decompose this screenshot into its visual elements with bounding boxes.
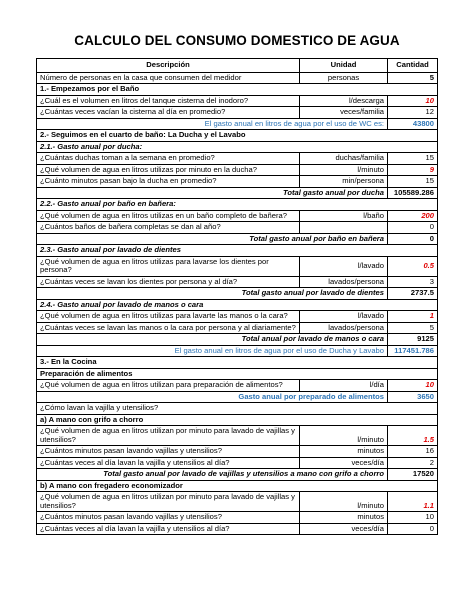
table-row bbox=[37, 222, 438, 234]
row-value[interactable]: 1.5 bbox=[388, 426, 438, 446]
total-label: Total gasto anual por baño en bañera bbox=[37, 233, 388, 245]
table-row bbox=[37, 380, 438, 392]
total-row bbox=[37, 118, 438, 130]
subsection-row bbox=[37, 480, 438, 492]
total-row bbox=[37, 469, 438, 481]
subsection-title: b) A mano con fregadero economizador bbox=[37, 480, 438, 492]
total-row bbox=[37, 187, 438, 199]
row-unit: l/día bbox=[300, 380, 388, 392]
row-desc: ¿Cuántas veces se lavan las manos o la cara por persona y al diariamente? bbox=[37, 322, 300, 334]
table-row bbox=[37, 523, 438, 535]
row-desc: ¿Cuántos baños de bañera completas se dan al año? bbox=[37, 222, 300, 234]
header-cantidad: Cantidad bbox=[388, 59, 438, 73]
subsection-title: 2.4.- Gasto anual por lavado de manos o cara bbox=[37, 299, 438, 311]
row-unit: l/minuto bbox=[300, 164, 388, 176]
row-value[interactable]: 10 bbox=[388, 95, 438, 107]
total-label: Total gasto anual por lavado de dientes bbox=[37, 288, 388, 300]
subsection-row bbox=[37, 414, 438, 426]
row-value[interactable]: 15 bbox=[388, 153, 438, 165]
subsection-title: Preparación de alimentos bbox=[37, 368, 438, 380]
total-row bbox=[37, 391, 438, 403]
row-unit: lavados/persona bbox=[300, 322, 388, 334]
total-value: 0 bbox=[388, 233, 438, 245]
table-row bbox=[37, 512, 438, 524]
row-desc: ¿Qué volumen de agua en litros utilizas por minuto en la ducha? bbox=[37, 164, 300, 176]
row-desc: ¿Cuál es el volumen en litros del tanque cisterna del inodoro? bbox=[37, 95, 300, 107]
table-row bbox=[37, 153, 438, 165]
subsection-row bbox=[37, 368, 438, 380]
total-row bbox=[37, 233, 438, 245]
subsection-title: 2.1.- Gasto anual por ducha: bbox=[37, 141, 438, 153]
row-value[interactable]: 0.5 bbox=[388, 256, 438, 276]
section-title: 1.- Empezamos por el Baño bbox=[37, 84, 438, 96]
row-desc: ¿Cuánto minutos pasan bajo la ducha en promedio? bbox=[37, 176, 300, 188]
header-descripcion: Descripción bbox=[37, 59, 300, 73]
total-label: Total anual por lavado de manos o cara bbox=[37, 334, 388, 346]
row-value[interactable]: 16 bbox=[388, 446, 438, 458]
row-desc: ¿Qué volumen de agua en litros utilizas en un baño completo de bañera? bbox=[37, 210, 300, 222]
row-desc: ¿Cómo lavan la vajilla y utensilios? bbox=[37, 403, 438, 415]
subsection-row bbox=[37, 141, 438, 153]
total-value: 117451.786 bbox=[388, 345, 438, 357]
row-desc: ¿Cuántas veces vacían la cisterna al día en promedio? bbox=[37, 107, 300, 119]
subsection-row bbox=[37, 199, 438, 211]
total-label: El gasto anual en litros de agua por el uso de WC es: bbox=[37, 118, 388, 130]
total-row bbox=[37, 345, 438, 357]
total-row bbox=[37, 288, 438, 300]
row-value[interactable]: 0 bbox=[388, 523, 438, 535]
row-value[interactable]: 1 bbox=[388, 311, 438, 323]
row-unit: personas bbox=[300, 72, 388, 84]
row-unit: l/lavado bbox=[300, 256, 388, 276]
row-desc: ¿Cuántas duchas toman a la semana en promedio? bbox=[37, 153, 300, 165]
total-value: 9125 bbox=[388, 334, 438, 346]
total-value: 43800 bbox=[388, 118, 438, 130]
row-unit: duchas/familia bbox=[300, 153, 388, 165]
row-unit: veces/día bbox=[300, 457, 388, 469]
table-row bbox=[37, 492, 438, 512]
table-row bbox=[37, 446, 438, 458]
section-title: 3.- En la Cocina bbox=[37, 357, 438, 369]
row-value[interactable]: 10 bbox=[388, 512, 438, 524]
row-value[interactable]: 2 bbox=[388, 457, 438, 469]
row-value[interactable]: 200 bbox=[388, 210, 438, 222]
section-row bbox=[37, 130, 438, 142]
section-title: 2.- Seguimos en el cuarto de baño: La Ducha y el Lavabo bbox=[37, 130, 438, 142]
header-unidad: Unidad bbox=[300, 59, 388, 73]
row-desc: ¿Cuántas veces se lavan los dientes por persona y al día? bbox=[37, 276, 300, 288]
subsection-title: a) A mano con grifo a chorro bbox=[37, 414, 438, 426]
table-row bbox=[37, 311, 438, 323]
row-value[interactable]: 10 bbox=[388, 380, 438, 392]
table-row bbox=[37, 72, 438, 84]
section-row bbox=[37, 84, 438, 96]
row-unit: veces/familia bbox=[300, 107, 388, 119]
row-unit: minutos bbox=[300, 512, 388, 524]
subsection-row bbox=[37, 245, 438, 257]
row-unit: min/persona bbox=[300, 176, 388, 188]
table-row bbox=[37, 95, 438, 107]
table-row bbox=[37, 164, 438, 176]
row-desc: Número de personas en la casa que consumen del medidor bbox=[37, 72, 300, 84]
water-consumption-table bbox=[36, 58, 438, 535]
row-value[interactable]: 1.1 bbox=[388, 492, 438, 512]
table-row bbox=[37, 403, 438, 415]
row-desc: ¿Cuántas veces al día lavan la vajilla y utensilios al día? bbox=[37, 457, 300, 469]
row-unit: l/minuto bbox=[300, 492, 388, 512]
table-row bbox=[37, 426, 438, 446]
subsection-row bbox=[37, 299, 438, 311]
row-value[interactable]: 12 bbox=[388, 107, 438, 119]
total-label: Total gasto anual por lavado de vajillas y utensilios a mano con grifo a chorro bbox=[37, 469, 388, 481]
table-row bbox=[37, 176, 438, 188]
row-desc: ¿Qué volumen de agua en litros utilizan por minuto para lavado de vajillas y utensilios? bbox=[37, 492, 300, 512]
row-unit: l/minuto bbox=[300, 426, 388, 446]
row-desc: ¿Cuántos minutos pasan lavando vajillas y utensilios? bbox=[37, 512, 300, 524]
total-value: 17520 bbox=[388, 469, 438, 481]
table-row bbox=[37, 107, 438, 119]
section-row bbox=[37, 357, 438, 369]
row-value[interactable]: 15 bbox=[388, 176, 438, 188]
total-row bbox=[37, 334, 438, 346]
row-unit bbox=[300, 222, 388, 234]
row-unit: l/descarga bbox=[300, 95, 388, 107]
row-desc: ¿Qué volumen de agua en litros utilizan por minuto para lavado de vajillas y utensilios? bbox=[37, 426, 300, 446]
header-row bbox=[37, 59, 438, 73]
row-desc: ¿Qué volumen de agua en litros utilizan para preparación de alimentos? bbox=[37, 380, 300, 392]
row-unit: l/baño bbox=[300, 210, 388, 222]
row-unit: minutos bbox=[300, 446, 388, 458]
row-value[interactable]: 5 bbox=[388, 72, 438, 84]
total-value: 105589.286 bbox=[388, 187, 438, 199]
row-value[interactable]: 5 bbox=[388, 322, 438, 334]
row-unit: lavados/persona bbox=[300, 276, 388, 288]
table-row bbox=[37, 322, 438, 334]
table-row bbox=[37, 210, 438, 222]
total-label: El gasto anual en litros de agua por el uso de Ducha y Lavabo bbox=[37, 345, 388, 357]
row-value[interactable]: 9 bbox=[388, 164, 438, 176]
row-desc: ¿Qué volumen de agua en litros utilizas para lavarte las manos o la cara? bbox=[37, 311, 300, 323]
row-desc: ¿Cuántas veces al día lavan la vajilla y utensilios al día? bbox=[37, 523, 300, 535]
table-row bbox=[37, 276, 438, 288]
table-row bbox=[37, 256, 438, 276]
total-value: 3650 bbox=[388, 391, 438, 403]
row-desc: ¿Qué volumen de agua en litros utilizas para lavarse los dientes por persona? bbox=[37, 256, 300, 276]
table-row bbox=[37, 457, 438, 469]
row-value[interactable]: 0 bbox=[388, 222, 438, 234]
total-value: 2737.5 bbox=[388, 288, 438, 300]
row-desc: ¿Cuántos minutos pasan lavando vajillas y utensilios? bbox=[37, 446, 300, 458]
total-label: Gasto anual por preparado de alimentos bbox=[37, 391, 388, 403]
subsection-title: 2.2.- Gasto anual por baño en bañera: bbox=[37, 199, 438, 211]
row-unit: l/lavado bbox=[300, 311, 388, 323]
total-label: Total gasto anual por ducha bbox=[37, 187, 388, 199]
document-title: CALCULO DEL CONSUMO DOMESTICO DE AGUA bbox=[74, 33, 400, 48]
row-value[interactable]: 3 bbox=[388, 276, 438, 288]
row-unit: veces/día bbox=[300, 523, 388, 535]
subsection-title: 2.3.- Gasto anual por lavado de dientes bbox=[37, 245, 438, 257]
